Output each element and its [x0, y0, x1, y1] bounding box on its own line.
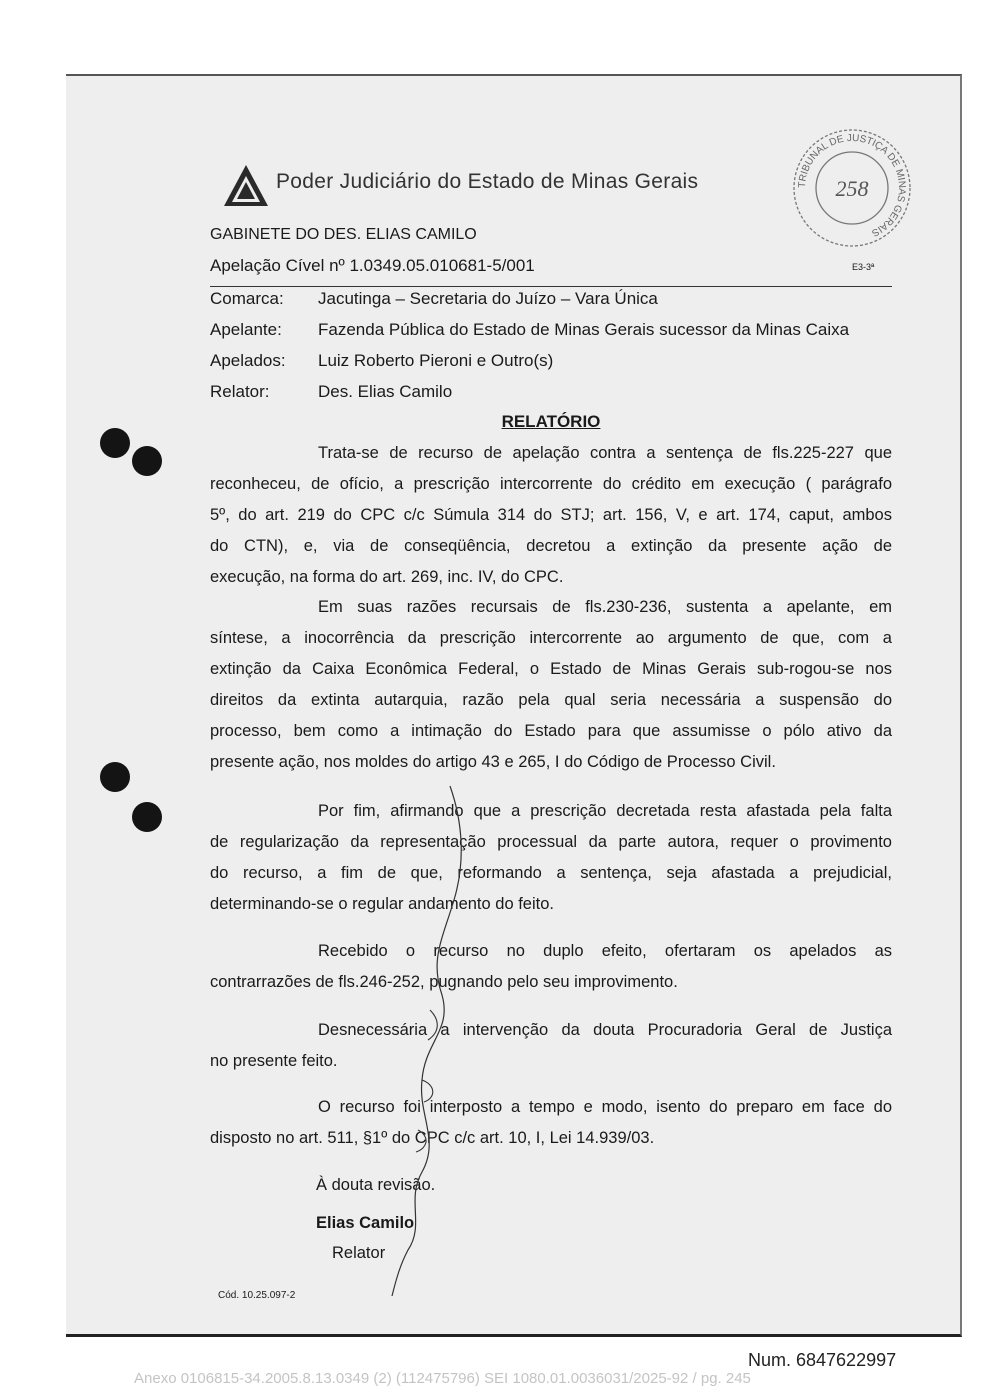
footer-watermark: Anexo 0106815-34.2005.8.13.0349 (2) (112475796) SEI 1080.01.0036031/2025-92 / pg. 245: [134, 1370, 751, 1387]
paragraph-line: Trata-se de recurso de apelação contra a sentença de fls.225-227 que: [318, 444, 892, 462]
paragraph-line: do recurso, a fim de que, reformando a sentença, seja afastada a prejudicial,: [210, 864, 892, 882]
punch-hole: [132, 802, 162, 832]
closing-line: À douta revisão.: [316, 1176, 436, 1194]
paragraph-line: O recurso foi interposto a tempo e modo, isento do preparo em face do: [318, 1098, 892, 1116]
paragraph: [210, 936, 892, 998]
punch-hole: [100, 428, 130, 458]
meta-label: Comarca:: [210, 289, 284, 308]
paragraph: [210, 592, 892, 778]
paragraph-line: Em suas razões recursais de fls.230-236, sustenta a apelante, em: [318, 598, 892, 616]
meta-label: Apelante:: [210, 320, 282, 339]
paragraph-line: Recebido o recurso no duplo efeito, ofertaram os apelados as: [318, 942, 892, 960]
meta-value: Luiz Roberto Pieroni e Outro(s): [318, 351, 554, 370]
document-title: RELATÓRIO: [501, 412, 601, 431]
paragraph-line: extinção da Caixa Econômica Federal, o Estado de Minas Gerais sub-rogou-se nos: [210, 660, 892, 678]
meta-label: Apelados:: [210, 351, 286, 370]
paragraph-line: do CTN), e, via de conseqüência, decretou a extinção da presente ação de: [210, 537, 892, 555]
paragraph-line: síntese, a inocorrência da prescrição intercorrente ao argumento de que, com a: [210, 629, 892, 647]
document-number: Num. 6847622997: [748, 1350, 897, 1370]
paragraph-line: determinando-se o regular andamento do feito.: [210, 895, 554, 913]
punch-hole: [132, 446, 162, 476]
stamp-page-number: 258: [835, 176, 869, 201]
signer-name: Elias Camilo: [316, 1214, 415, 1232]
meta-label: Relator:: [210, 382, 270, 401]
paragraph-line: execução, na forma do art. 269, inc. IV, do CPC.: [210, 568, 564, 586]
paragraph-line: presente ação, nos moldes do artigo 43 e 265, I do Código de Processo Civil.: [210, 753, 776, 771]
paragraph-line: processo, bem como a intimação do Estado para que assumisse o pólo ativo da: [210, 722, 892, 740]
court-stamp-icon: [790, 126, 914, 250]
court-name: Poder Judiciário do Estado de Minas Gerais: [276, 170, 699, 193]
paragraph-line: 5º, do art. 219 do CPC c/c Súmula 314 do STJ; art. 156, V, e art. 174, caput, ambos: [210, 506, 892, 524]
paragraph: [210, 1015, 892, 1077]
gabinete-line: GABINETE DO DES. ELIAS CAMILO: [210, 226, 477, 243]
paragraph: [210, 796, 892, 920]
meta-value: Fazenda Pública do Estado de Minas Gerais sucessor da Minas Caixa: [318, 320, 850, 339]
paragraph-line: direitos da extinta autarquia, razão pela qual seria necessária a suspensão do: [210, 691, 892, 709]
paragraph-line: disposto no art. 511, §1º do CPC c/c art. 10, I, Lei 14.939/03.: [210, 1129, 655, 1147]
paragraph-line: Por fim, afirmando que a prescrição decretada resta afastada pela falta: [318, 802, 892, 820]
paragraph-line: reconheceu, de ofício, a prescrição intercorrente do crédito em execução ( parágrafo: [210, 475, 892, 493]
form-number: Cód. 10.25.097-2: [218, 1290, 296, 1301]
signer-role: Relator: [332, 1244, 386, 1262]
punch-hole: [100, 762, 130, 792]
meta-value: Des. Elias Camilo: [318, 382, 453, 401]
handwritten-signature-icon: [370, 780, 470, 1300]
stamp-text: TRIBUNAL DE JUSTIÇA DE MINAS GERAIS: [796, 132, 908, 239]
form-code: E3-3ª: [852, 262, 875, 272]
paragraph-line: contrarrazões de fls.246-252, pugnando pelo seu improvimento.: [210, 973, 678, 991]
paragraph-line: de regularização da representação processual da parte autora, requer o provimento: [210, 833, 892, 851]
paragraph: [210, 1092, 892, 1154]
judiciary-triangle-logo-icon: [222, 162, 270, 210]
case-number: Apelação Cível nº 1.0349.05.010681-5/001: [210, 256, 535, 275]
paragraph: [210, 438, 892, 593]
paragraph-line: Desnecessária a intervenção da douta Procuradoria Geral de Justiça: [318, 1021, 892, 1039]
meta-value: Jacutinga – Secretaria do Juízo – Vara Única: [318, 289, 658, 308]
paragraph-line: no presente feito.: [210, 1052, 338, 1070]
header-divider: [210, 286, 892, 287]
